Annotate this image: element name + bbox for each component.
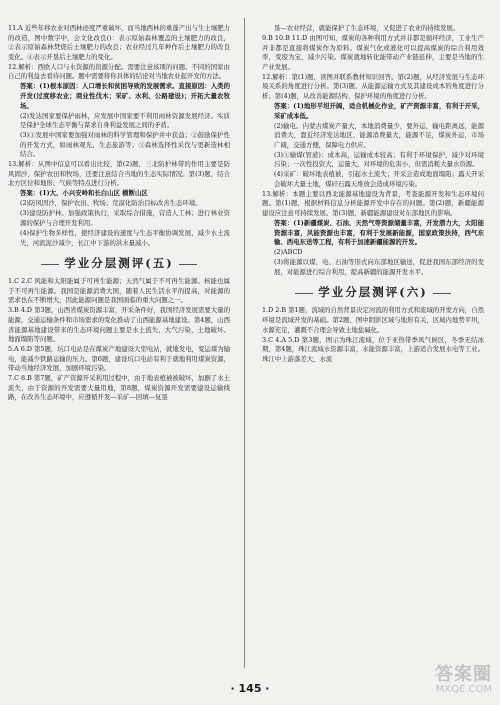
answer-paragraph: (4)采矿：破坏地表植被，引起水土流失；开采会造成地面塌陷；露天开采会破坏大量土地，煤矸石露天堆放会造成环境污染。	[274, 170, 484, 188]
answer-block: 答案：(1)大、小兴安岭和长白山区 横断山区	[20, 189, 148, 198]
answer-paragraph: (4)保护生物多样性，使经济建设的速度与生态平衡协调发展，减少水土流失，河流泥沙减少，长江中下游的洪水量减小。	[20, 228, 230, 247]
answer-paragraph: 11.A 近些年移农业对西林迹度严重破坏，而当地西林的重蓬产出与生土壤肥力的改造，图中数字中，会文化改良()：表示原始森林覆盖的土壤肥力的改良，②表示原始森林焚烧后土壤肥力的改良；农业经过几年种作后土壤肥力的改良变化。④表示开垦后土壤肥力的变化。	[8, 24, 230, 61]
answer-paragraph: (3)将能源以煤、电、石油等形式向东部地区输送，促进我国东部经济的发展，对能源进行综合利用，提高新疆的能源开发水平。	[274, 258, 484, 276]
right-column	[262, 24, 484, 365]
answer-paragraph: 1.D 2.B 第1题，流域的自然背景决定河流的利用方式和流域的开发方向，自然环境是流域开发的基础。第2题，图中阴影区域与地形有关，区域内地势平坦，水源充足，灌溉不合理会导致土地盐碱化。	[262, 306, 484, 334]
answer-paragraph: 7.C 8.B 第7题，矿产资源开采利用过程中，由于地表植被被破坏，加剧了水土流失，由于资源的开发需要大量用地，第8题，煤炭资源开发需要建设运输线路，在改善生态环境中，应遵循开发—采矿—回填—复垦	[8, 374, 230, 402]
answer-paragraph: 5.A 6.D 第5题，坑口电站是在煤炭产地建设大型电站，就地发电，变运煤为输电，能减少铁路运输的压力。第6题，建设坑口电站有利于就地利用煤炭资源，带动当地经济发展，加剧环境污染。	[8, 345, 230, 373]
page-number: · 145 ·	[230, 682, 270, 695]
answer-paragraph: (2)发达国家要保护雨林，应发展中国家要不利用雨林资源发展经济。实质是保护全球生态平衡与谋求自身利益发展之间的矛盾。	[20, 111, 230, 130]
answer-paragraph: 垦—农业经营，就能保护了生态环境，又促进了农业的持续发展。	[274, 24, 460, 32]
answer-block: 答案：(1)地形平坦开阔，适合机械化作业，矿产资源丰富，有利于开采，采矿成本低。	[274, 101, 484, 120]
answer-block: 答案：(1)根本原因：人口增长和贫困导致的发展需求。直接原因：人类的开发(过度移农业；商业性伐木；采矿、水利、公路建设)；开拓大量农牧场。	[20, 82, 230, 110]
watermark-url: MXQE.COM	[435, 684, 492, 695]
answer-paragraph: 3.C 4.A 5.D 第3题，图示为珠江流域，位于亚热带季风气候区，冬季无结冰期，第4题，珠江流域水资源丰富，水能资源丰富，上游适合发展水电等工业。珠江中上游落差大，水流	[262, 335, 484, 363]
answer-paragraph: 12.解析：西欧人口与水资源的资源分配。需要注意该项的问题。不同的国家由自己的利益去看待问题。题中需要将你具体的结论对当地农业起开发的方法。	[8, 62, 230, 81]
answer-paragraph: (3)建设防护林、加强政策执行，采取综合措施，营造人工林；进行林业资源的保护与合理开发利用。	[20, 209, 230, 227]
answer-block: 答案：(1)新疆煤炭、石油、天然气等资源储量丰富，开发潜力大，太阳能资源丰富，风能资源也丰富，有利于发展新能源，国家政策扶持，西气东输、西电东送等工程，有利于加速新疆能源的开发。	[274, 219, 484, 247]
answer-paragraph: 1.C 2.C 风能和太阳能属于可再生能源；天然气属于不可再生能源。核能也属于不可再生能源。我国是能源消费大国，随着人民生活水平的提高，对能源的需求也在不断增大，因此能源问题是我国面临的重大问题之一。	[8, 277, 230, 305]
section-title: 学业分层测评(五)	[8, 256, 230, 270]
watermark-text: 答案圈	[435, 664, 492, 685]
answer-paragraph: (3)①输煤(管道)：成本高，运输成本较高；有利于环境保护，减少对环境污染；一次性投资大，运量大，对环境的危害小，但需消耗大量水资源。	[274, 150, 484, 169]
section-title: 学业分层测评(六)	[262, 285, 484, 299]
answer-paragraph: (2)ABCD	[274, 248, 303, 257]
answer-paragraph: 13.解析：本题主要以西北能源基地建设为背景，考查能源开发和生态环境问题。第(1)题，根据材料信息分析能源开发中存在的问题。第(2)题，新疆能源建设应注意可持续发展。第(3)题，新疆能源建设对东部地区的影响。	[262, 189, 484, 218]
answer-paragraph: 13.解析：从图中信息可以看出比较，第(2)题，三北防护林带的作用主要是防风固沙，保护农田和牧场，还要注意结合当地的生态实际情况。第(3)题，结合北方区位和地形、气候等特点进行分析。	[8, 160, 230, 188]
left-column	[8, 24, 230, 403]
answer-paragraph: 9.B 10.B 11.D 由图可知，煤炭的各种利用方式并非都是循环经济，工业生产并非都是直接将煤炭作为原料。煤炭气化或液化可以提高煤炭的综合利用效率，变废为宝，减少污染。煤炭就地转化能带动产业链延伸，主要是当地的生产业发展。	[262, 33, 484, 71]
answer-paragraph: 3.B 4.D 第3题，山西省煤炭资源丰富，开采条件好，我国经济发展需要大量的能源，交通运输条件和市场需求的变化推动了山西能源基地建设。第4题，山西省能源基地建设带来的生态环境问题主要是水土流失、大气污染、土地破坏、地面塌陷等问题。	[8, 306, 230, 344]
answer-paragraph: (2)防风固沙，保护农田、牧场；荒漠化防治目标改善生态环境。	[20, 199, 202, 208]
answer-paragraph: 12.解析：第(1)题，读图并联系教材知识回答。第(2)题，从经济发展与生态环境关系的角度进行分析。第(3)题，从能源运输方式及其建设成本的角度进行分析；第(4)题，从改善能源结构、保护环境的角度进行分析。	[262, 72, 484, 100]
answer-paragraph: (2)输电。内蒙古煤炭产量大，本地消费量少，要外运，输电距离远，能源消费大，靠近经济发达地区，能源消费量大，能源不足，煤炭外运，市场广阔，交通方便，保障电力供应。	[274, 121, 484, 149]
column-divider	[244, 18, 245, 668]
watermark-logo	[414, 660, 494, 700]
answer-paragraph: (3)①发展中国家要加强对雨林的科学管理和保护并中获益；②鼓励保护性的开发方式，如雨林观光、生态旅游等；③森林选择性采伐与更新造林相结合。	[20, 131, 230, 159]
